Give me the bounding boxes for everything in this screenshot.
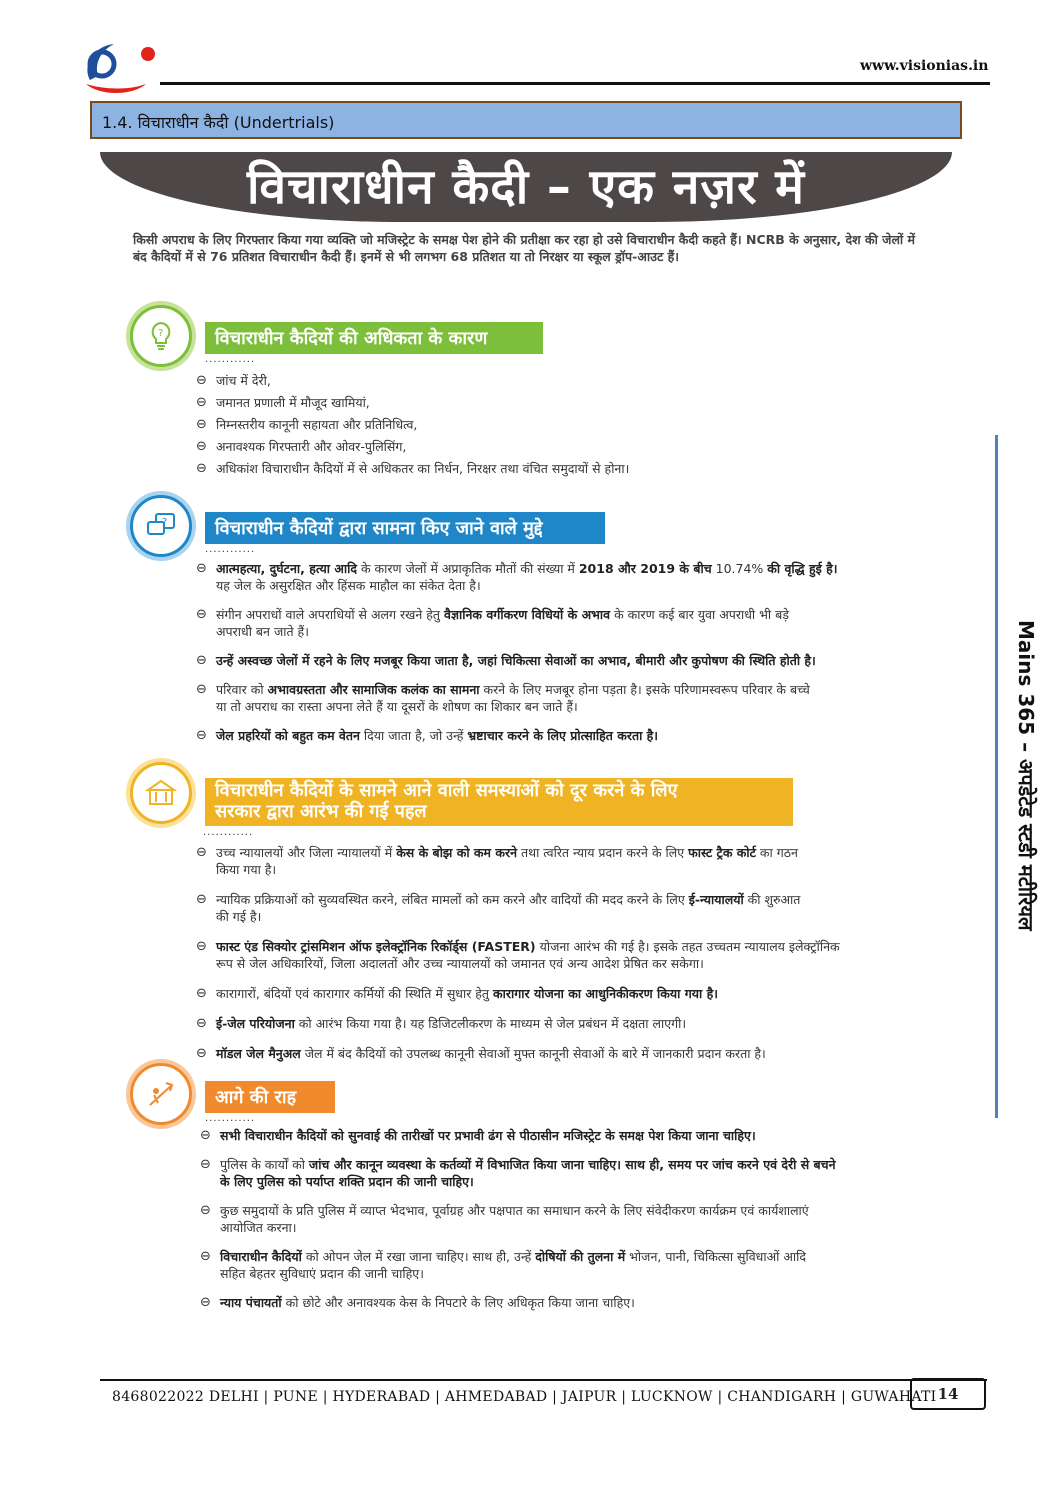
- circle-arrow-bullet-icon: ⊖: [196, 417, 207, 432]
- circle-arrow-bullet-icon: ⊖: [196, 939, 207, 954]
- section-2-dots: ............: [205, 544, 256, 555]
- circle-arrow-bullet-icon: ⊖: [196, 728, 207, 743]
- section-4-heading: आगे की राह: [205, 1081, 335, 1113]
- circle-arrow-bullet-icon: ⊖: [196, 1046, 207, 1061]
- list-item: [196, 416, 936, 433]
- section-title: 1.4. विचाराधीन कैदी (Undertrials): [102, 113, 335, 132]
- circle-arrow-bullet-icon: ⊖: [200, 1203, 211, 1218]
- list-item-line: जांच में देरी,: [216, 373, 271, 388]
- section-4-dots: ............: [205, 1113, 256, 1124]
- section-3-heading-line2: सरकार द्वारा आरंभ की गई पहल: [215, 801, 427, 822]
- circle-arrow-bullet-icon: ⊖: [196, 653, 207, 668]
- list-item: [196, 560, 936, 594]
- section-1-dots: ............: [205, 354, 256, 365]
- list-item-line: सहित बेहतर सुविधाएं प्रदान की जानी चाहिए।: [220, 1266, 424, 1281]
- list-item-line: फास्ट एंड सिक्योर ट्रांसमिशन ऑफ इलेक्ट्रॉनिक रिकॉर्ड्स (FASTER) योजना आरंभ की गई है। इसके तहत उच्चतम न्यायालय इलेक्ट्रॉनिक: [216, 939, 840, 954]
- list-item: [200, 1248, 952, 1282]
- site-url[interactable]: www.visionias.in: [860, 58, 989, 74]
- list-item-line: किया गया है।: [216, 862, 277, 877]
- circle-arrow-bullet-icon: ⊖: [196, 845, 207, 860]
- circle-arrow-bullet-icon: ⊖: [196, 1016, 207, 1031]
- circle-arrow-bullet-icon: ⊖: [196, 986, 207, 1001]
- section-4-list: [200, 1127, 952, 1323]
- circle-arrow-bullet-icon: ⊖: [200, 1128, 211, 1143]
- list-item-line: संगीन अपराधों वाले अपराधियों से अलग रखने हेतु वैज्ञानिक वर्गीकरण विधियों के अभाव के कारण कई बार युवा अपराधी भी बड़े: [216, 607, 789, 622]
- list-item-line: जमानत प्रणाली में मौजूद खामियां,: [216, 395, 370, 410]
- section-1-list: [196, 372, 936, 482]
- side-divider: [995, 435, 998, 1118]
- list-item: [196, 727, 936, 744]
- list-item-line: रूप से जेल अधिकारियों, जिला अदालतों और उच्च न्यायालयों को जमानत एवं अन्य आदेश प्रेषित कर सकेगा।: [216, 956, 704, 971]
- circle-arrow-bullet-icon: ⊖: [196, 373, 207, 388]
- list-item: [196, 1015, 941, 1032]
- list-item-line: यह जेल के असुरक्षित और हिंसक माहौल का संकेत देता है।: [216, 578, 481, 593]
- list-item: [200, 1202, 952, 1236]
- list-item: [200, 1127, 952, 1144]
- list-item-line: अधिकांश विचाराधीन कैदियों में से अधिकतर का निर्धन, निरक्षर तथा वंचित समुदायों से होना।: [216, 461, 630, 476]
- list-item-line: या तो अपराध का रास्ता अपना लेते हैं या दूसरों के शोषण का शिकार बन जाते हैं।: [216, 699, 578, 714]
- list-item-line: अपराधी बन जाते हैं।: [216, 624, 309, 639]
- list-item-line: अनावश्यक गिरफ्तारी और ओवर-पुलिसिंग,: [216, 439, 407, 454]
- list-item: [200, 1294, 952, 1311]
- list-item-line: आयोजित करना।: [220, 1220, 297, 1235]
- circle-arrow-bullet-icon: ⊖: [196, 461, 207, 476]
- circle-arrow-bullet-icon: ⊖: [196, 892, 207, 907]
- list-item: [196, 985, 941, 1002]
- list-item: [196, 372, 936, 389]
- list-item: [196, 1045, 941, 1062]
- list-item: [196, 938, 941, 972]
- list-item-line: विचाराधीन कैदियों को ओपन जेल में रखा जाना चाहिए। साथ ही, उन्हें दोषियों की तुलना में भोजन, पानी, चिकित्सा सुविधाओं आदि: [220, 1249, 806, 1264]
- list-item: [196, 394, 936, 411]
- list-item: [196, 652, 936, 669]
- footer-divider: [100, 1379, 987, 1381]
- footer-contact: 8468022022 DELHI | PUNE | HYDERABAD | AHMEDABAD | JAIPUR | LUCKNOW | CHANDIGARH | GUWAHATI: [112, 1389, 937, 1405]
- list-item: [196, 606, 936, 640]
- list-item-line: कुछ समुदायों के प्रति पुलिस में व्याप्त भेदभाव, पूर्वाग्रह और पक्षपात का समाधान करने के लिए संवेदीकरण कार्यक्रम एवं कार्यशालाएं: [220, 1203, 809, 1218]
- vision-ias-logo-icon: [80, 40, 160, 96]
- list-item-line: परिवार को अभावग्रस्तता और सामाजिक कलंक का सामना करने के लिए मजबूर होना पड़ता है। इसके परिणामस्वरूप परिवार के बच्चे: [216, 682, 810, 697]
- section-3-heading: [205, 778, 793, 826]
- speech-bubble-question-icon: [130, 495, 192, 557]
- list-item-line: न्यायिक प्रक्रियाओं को सुव्यवस्थित करने, लंबित मामलों को कम करने और वादियों की मदद करने के लिए ई-न्यायालयों की शुरुआत: [216, 892, 801, 907]
- list-item: [196, 460, 936, 477]
- list-item-line: की गई है।: [216, 909, 262, 924]
- banner-title: विचाराधीन कैदी – एक नज़र में: [246, 159, 806, 215]
- page-number: 14: [910, 1378, 986, 1410]
- section-3-dots: ............: [203, 827, 254, 838]
- list-item-line: उन्हें अस्वच्छ जेलों में रहने के लिए मजबूर किया जाता है, जहां चिकित्सा सेवाओं का अभाव, बीमारी और कुपोषण की स्थिति होती है।: [216, 653, 816, 668]
- circle-arrow-bullet-icon: ⊖: [200, 1249, 211, 1264]
- lightbulb-question-icon: [130, 305, 192, 367]
- list-item-line: आत्महत्या, दुर्घटना, हत्या आदि के कारण जेलों में अप्राकृतिक मौतों की संख्या में 2018 और 2019 के बीच 10.74% की वृद्धि हुई है।: [216, 561, 838, 576]
- list-item-line: कारागारों, बंदियों एवं कारागार कर्मियों की स्थिति में सुधार हेतु कारागार योजना का आधुनिकीकरण किया गया है।: [216, 986, 718, 1001]
- circle-arrow-bullet-icon: ⊖: [200, 1295, 211, 1310]
- list-item: [196, 891, 941, 925]
- circle-arrow-bullet-icon: ⊖: [196, 439, 207, 454]
- section-3-heading-line1: विचाराधीन कैदियों के सामने आने वाली समस्याओं को दूर करने के लिए: [215, 780, 678, 801]
- circle-arrow-bullet-icon: ⊖: [196, 561, 207, 576]
- government-building-icon: [130, 762, 192, 824]
- list-item-line: के लिए पुलिस को पर्याप्त शक्ति प्रदान की जानी चाहिए।: [220, 1174, 474, 1189]
- section-1-heading: विचाराधीन कैदियों की अधिकता के कारण: [205, 322, 543, 354]
- list-item-line: ई-जेल परियोजना को आरंभ किया गया है। यह डिजिटलीकरण के माध्यम से जेल प्रबंधन में दक्षता लाएगी।: [216, 1016, 687, 1031]
- circle-arrow-bullet-icon: ⊖: [196, 395, 207, 410]
- intro-paragraph: किसी अपराध के लिए गिरफ्तार किया गया व्यक्ति जो मजिस्ट्रेट के समक्ष पेश होने की प्रतीक्षा कर रहा हो उसे विचाराधीन कैदी कहते हैं। NCRB के अनुसार, देश की जेलों में बंद कैदियों में से 76 प्रतिशत विचाराधीन कैदी हैं। इनमें से भी लगभग 68 प्रतिशत या तो निरक्षर या स्कूल ड्रॉप-आउट हैं।: [133, 232, 915, 264]
- path-forward-icon: [130, 1063, 192, 1125]
- svg-text:?: ?: [162, 517, 168, 528]
- circle-arrow-bullet-icon: ⊖: [200, 1157, 211, 1172]
- list-item-line: जेल प्रहरियों को बहुत कम वेतन दिया जाता है, जो उन्हें भ्रष्टाचार करने के लिए प्रोत्साहित करता है।: [216, 728, 659, 743]
- circle-arrow-bullet-icon: ⊖: [196, 682, 207, 697]
- list-item-line: मॉडल जेल मैनुअल जेल में बंद कैदियों को उपलब्ध कानूनी सेवाओं मुफ्त कानूनी सेवाओं के बारे में जानकारी प्रदान करता है।: [216, 1046, 766, 1061]
- list-item: [196, 844, 941, 878]
- list-item-line: उच्च न्यायालयों और जिला न्यायालयों में केस के बोझ को कम करने तथा त्वरित न्याय प्रदान करने के लिए फास्ट ट्रैक कोर्ट का गठन: [216, 845, 798, 860]
- circle-arrow-bullet-icon: ⊖: [196, 607, 207, 622]
- svg-text:?: ?: [158, 328, 164, 339]
- list-item-line: न्याय पंचायतों को छोटे और अनावश्यक केस के निपटारे के लिए अधिकृत किया जाना चाहिए।: [220, 1295, 635, 1310]
- section-2-heading: विचाराधीन कैदियों द्वारा सामना किए जाने वाले मुद्दे: [205, 512, 605, 544]
- list-item: [196, 438, 936, 455]
- list-item-line: पुलिस के कार्यों को जांच और कानून व्यवस्था के कर्तव्यों में विभाजित किया जाना चाहिए। साथ ही, समय पर जांच करने एवं देरी से बचने: [220, 1157, 836, 1172]
- header-divider: [160, 82, 990, 85]
- side-label: Mains 365 – अपडेटेड स्टडी मटीरियल: [1014, 620, 1038, 931]
- section-3-list: [196, 844, 941, 1075]
- list-item: [196, 681, 936, 715]
- list-item: [200, 1156, 952, 1190]
- list-item-line: निम्नस्तरीय कानूनी सहायता और प्रतिनिधित्व,: [216, 417, 418, 432]
- list-item-line: सभी विचाराधीन कैदियों को सुनवाई की तारीखों पर प्रभावी ढंग से पीठासीन मजिस्ट्रेट के समक्ष पेश किया जाना चाहिए।: [220, 1128, 756, 1143]
- section-2-list: [196, 560, 936, 756]
